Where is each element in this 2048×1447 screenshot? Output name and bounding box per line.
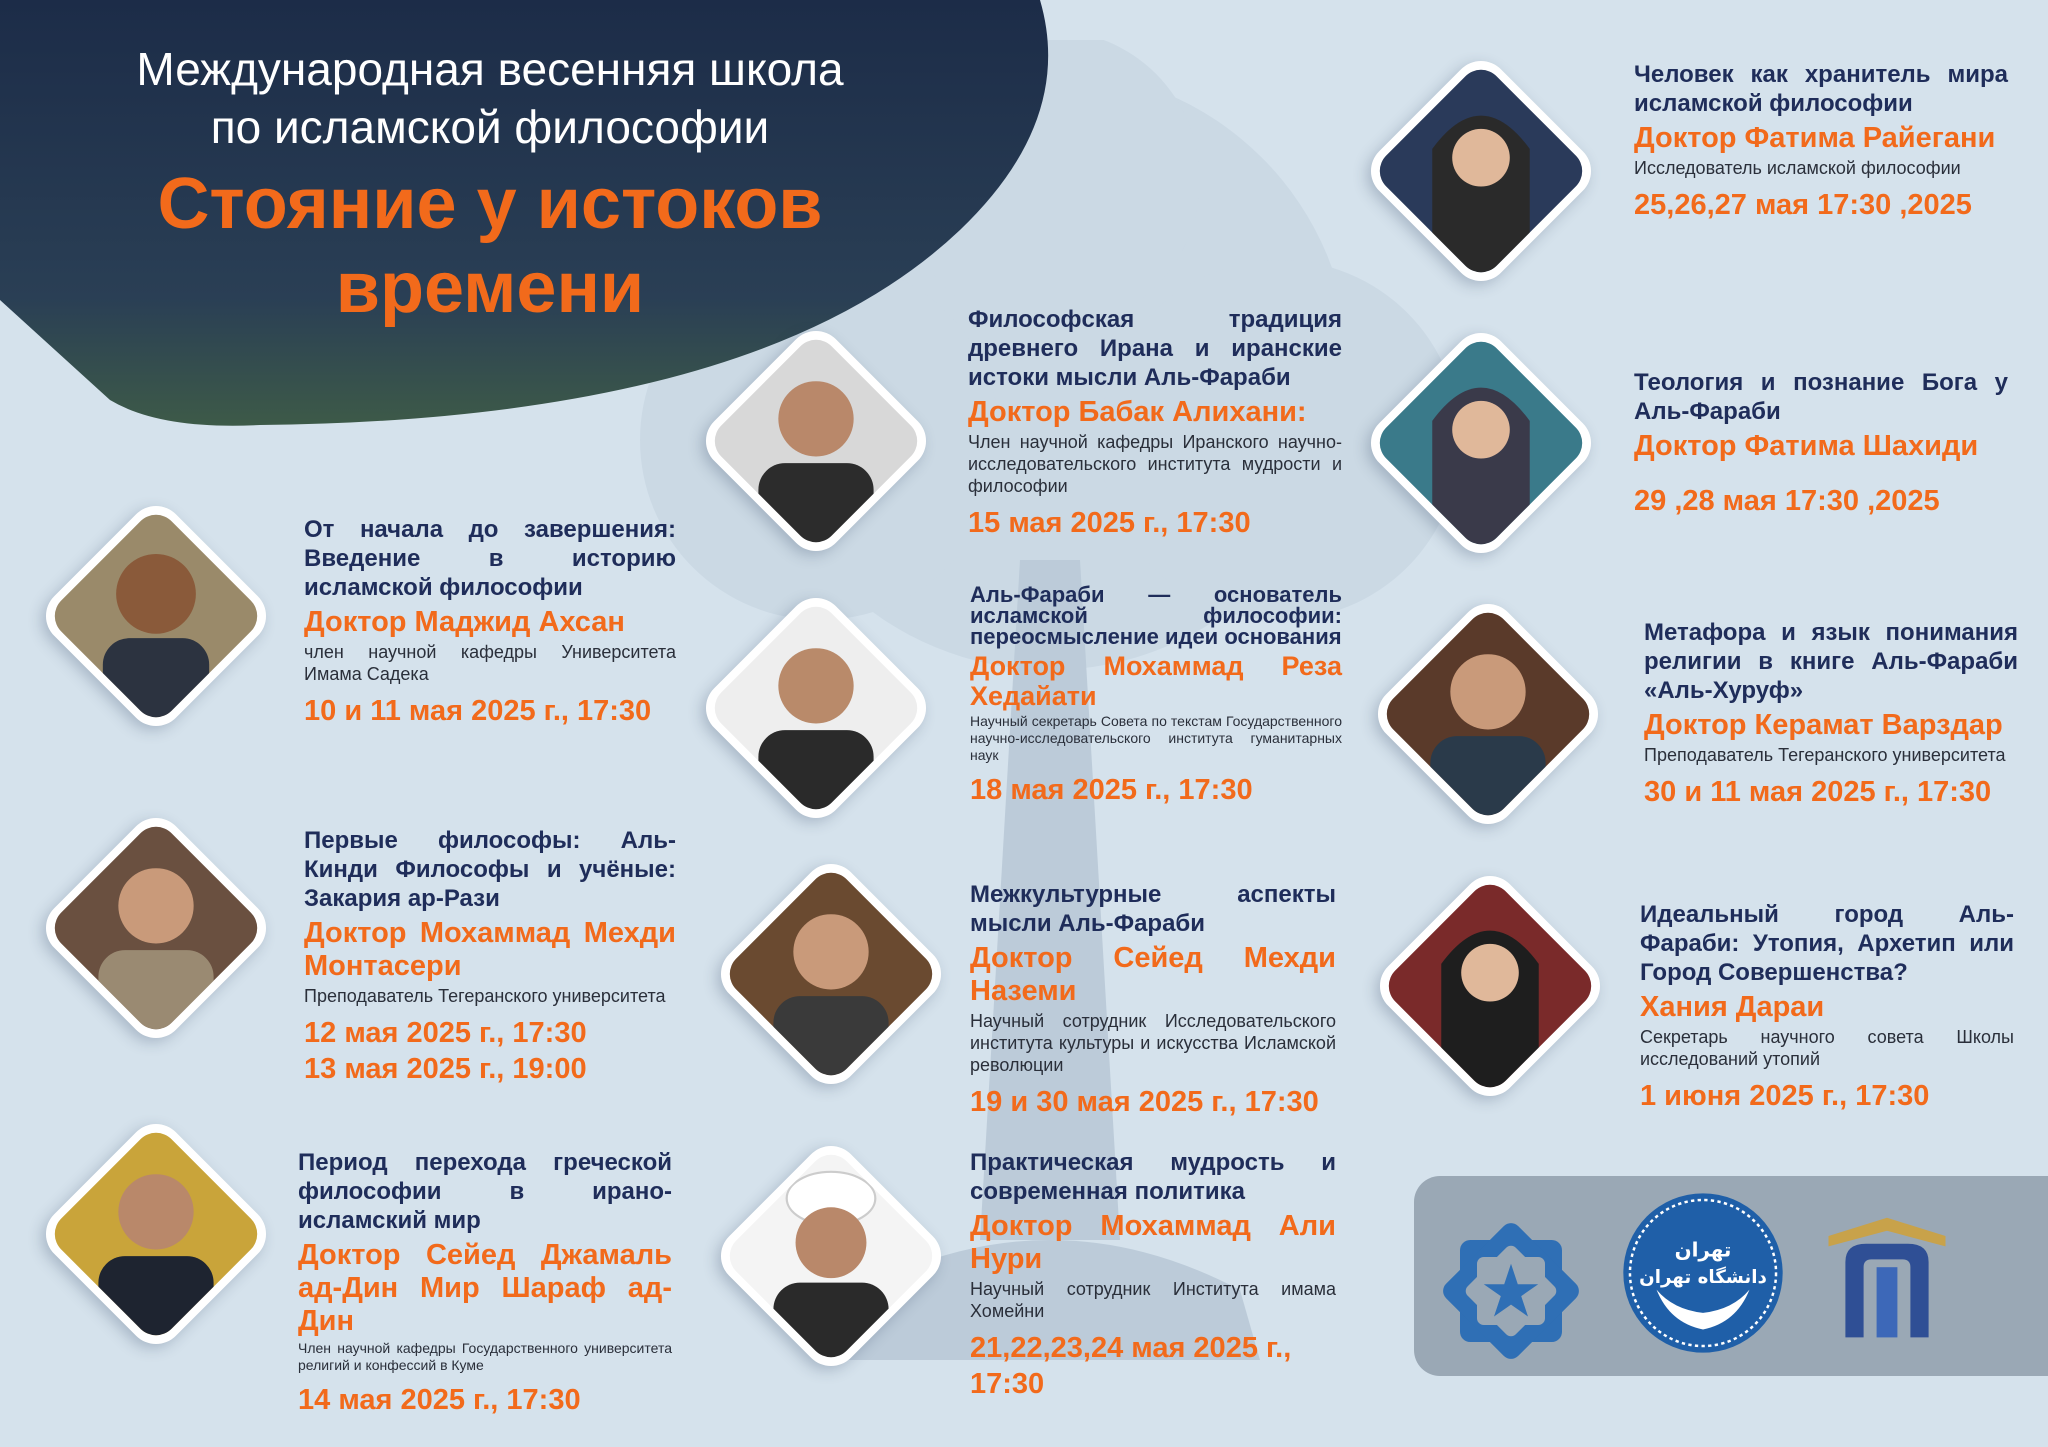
lecture-date: 14 мая 2025 г., 17:30 [298, 1384, 581, 1416]
lecture-speaker: Доктор Мохаммад Реза Хедайати [970, 651, 1342, 711]
lecture-date: 12 мая 2025 г., 17:30 [304, 1017, 587, 1049]
lecture-speaker: Доктор Сейед Джамаль ад-Дин Мир Шараф ад-Дин [298, 1239, 672, 1337]
lecture-card-7 [970, 1148, 1336, 1402]
speaker-photo-montaseri [34, 806, 277, 1049]
lecture-date-2: 13 мая 2025 г., 19:00 [304, 1053, 587, 1085]
lecture-date: 18 мая 2025 г., 17:30 [970, 774, 1253, 806]
lecture-speaker: Доктор Бабак Алихани: [968, 396, 1307, 428]
university-logo-text: دانشگاه تهران [1639, 1266, 1767, 1288]
lecture-card-3 [298, 1148, 672, 1418]
lecture-topic: Первые философы: Аль-Кинди Философы и учёные: Закария ар-Рази [304, 827, 676, 912]
lecture-topic: От начала до завершения: Введение в историю исламской философии [304, 516, 676, 601]
lecture-topic: Практическая мудрость и современная политика [970, 1149, 1336, 1205]
lecture-card-5 [970, 584, 1342, 808]
lecture-card-11 [1640, 900, 2014, 1114]
speaker-photo-nuri [709, 1134, 952, 1377]
lecture-role: Исследователь исламской философии [1634, 158, 1961, 178]
lecture-speaker: Доктор Маджид Ахсан [304, 606, 625, 638]
speaker-photo-hedayati [694, 586, 937, 829]
lecture-role: Член научной кафедры Иранского научно-исследовательского института мудрости и философии [968, 432, 1342, 496]
speaker-photo-mirsharaf [34, 1112, 277, 1355]
lecture-speaker: Доктор Мохаммад Мехди Монтасери [304, 917, 676, 982]
lecture-role: Научный сотрудник Исследовательского института культуры и искусства Исламской революции [970, 1011, 1336, 1075]
arch-emblem-logo [1822, 1210, 1952, 1340]
lecture-topic: Период перехода греческой философии в ирано-исламский мир [298, 1149, 672, 1234]
speaker-photo-varzdar [1366, 592, 1609, 835]
speaker-photo-shahidi [1359, 321, 1602, 564]
university-tehran-logo [1620, 1190, 1786, 1356]
lecture-date: 30 и 11 мая 2025 г., 17:30 [1644, 776, 1992, 808]
svg-text:تهران: تهران [1674, 1238, 1732, 1262]
lecture-topic: Теология и познание Бога у Аль-Фараби [1634, 369, 2008, 425]
header-title-line2: времени [335, 248, 645, 328]
header-title-line1: Стояние у истоков [157, 164, 823, 244]
lecture-topic: Философская традиция древнего Ирана и иранские истоки мысли Аль-Фараби [968, 306, 1342, 391]
lecture-speaker: Доктор Сейед Мехди Наземи [970, 942, 1336, 1007]
lecture-role: Преподаватель Тегеранского университета [1644, 745, 2006, 765]
lecture-date: 29 ,28 мая 17:30 ,2025 [1634, 485, 1940, 517]
lecture-topic: Метафора и язык понимания религии в книге Аль-Фараби «Аль-Хуруф» [1644, 619, 2018, 704]
lecture-date: 1 июня 2025 г., 17:30 [1640, 1080, 1930, 1112]
lecture-speaker: Доктор Керамат Варздар [1644, 709, 2003, 741]
lecture-card-2 [304, 826, 676, 1087]
lecture-card-4 [968, 305, 1342, 541]
lecture-date: 19 и 30 мая 2025 г., 17:30 [970, 1086, 1319, 1118]
header-subtitle-line1: Международная весенняя школа [136, 43, 844, 95]
star-emblem-logo [1426, 1206, 1596, 1376]
lecture-card-9 [1634, 368, 2008, 519]
lecture-card-8 [1634, 60, 2008, 223]
lecture-date: 21,22,23,24 мая 2025 г., [970, 1332, 1292, 1364]
header [60, 40, 920, 330]
lecture-role: Научный сотрудник Института имама Хомейни [970, 1279, 1336, 1321]
lecture-topic: Идеальный город Аль-Фараби: Утопия, Архетип или Город Совершенства? [1640, 901, 2014, 986]
lecture-speaker: Доктор Фатима Райегани [1634, 122, 1996, 154]
lecture-date: 15 мая 2025 г., 17:30 [968, 507, 1251, 539]
lecture-role: Преподаватель Тегеранского университета [304, 986, 666, 1006]
lecture-topic: Человек как хранитель мира исламской философии [1634, 61, 2008, 117]
lecture-date: 25,26,27 мая 17:30 ,2025 [1634, 189, 1972, 221]
lecture-topic: Аль-Фараби — основатель исламской философии: переосмысление идеи основания [970, 582, 1342, 649]
lecture-role: член научной кафедры Университета Имама Садека [304, 642, 676, 684]
lecture-date: 10 и 11 мая 2025 г., 17:30 [304, 695, 652, 727]
header-subtitle-line2: по исламской философии [210, 101, 770, 153]
speaker-photo-rayegani [1359, 49, 1602, 292]
lecture-date-2: 17:30 [970, 1368, 1045, 1400]
lecture-card-1 [304, 515, 676, 729]
speaker-photo-nazemi [709, 852, 952, 1095]
lecture-role: Член научной кафедры Государственного университета религий и конфессий в Куме [298, 1340, 672, 1373]
lecture-speaker: Хания Дараи [1640, 991, 1825, 1023]
lecture-card-6 [970, 880, 1336, 1120]
lecture-speaker: Доктор Мохаммад Али Нури [970, 1210, 1336, 1275]
speaker-photo-darai [1368, 864, 1611, 1107]
lecture-role: Научный секретарь Совета по текстам Государственного научно-исследовательского института гуманитарных наук [970, 713, 1342, 763]
lecture-speaker: Доктор Фатима Шахиди [1634, 430, 1979, 462]
lecture-topic: Межкультурные аспекты мысли Аль-Фараби [970, 881, 1336, 937]
lecture-role: Секретарь научного совета Школы исследований утопий [1640, 1027, 2014, 1069]
lecture-card-10 [1644, 618, 2018, 810]
speaker-photo-ahsan [34, 494, 277, 737]
